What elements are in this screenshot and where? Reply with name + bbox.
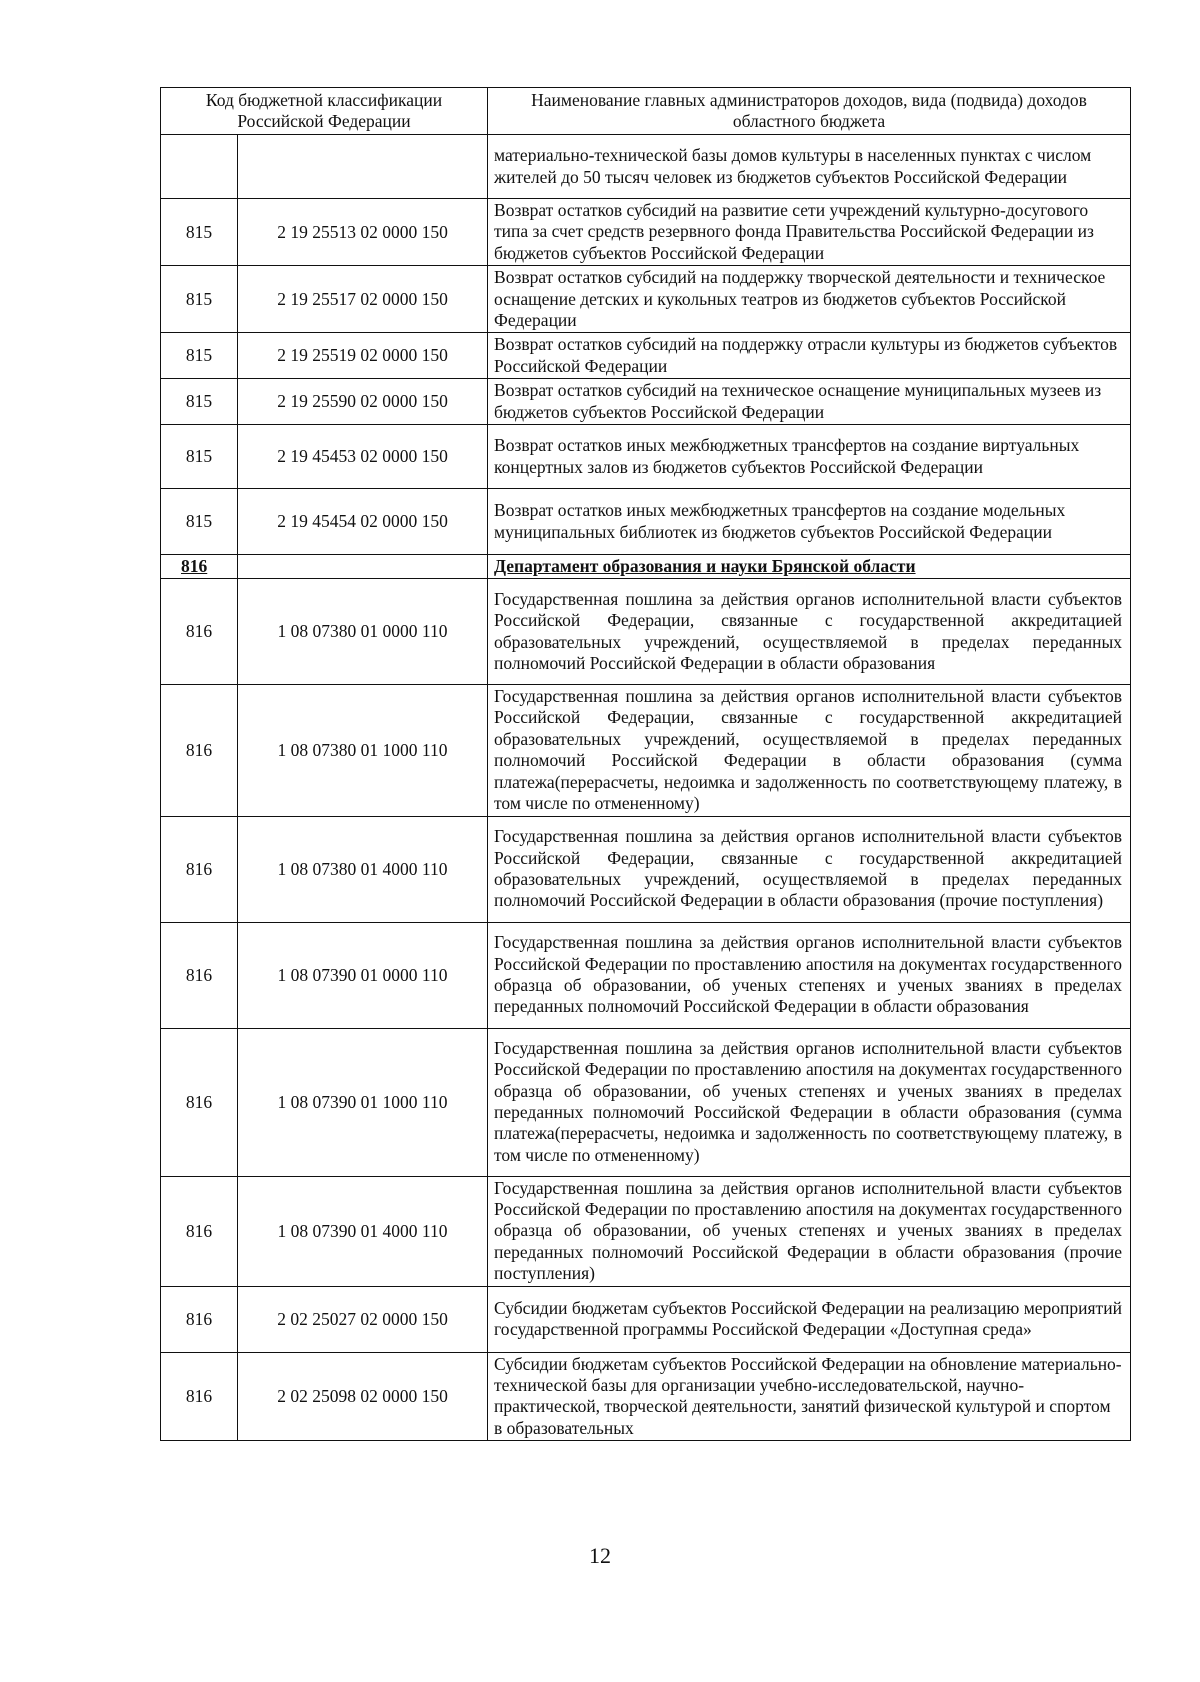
budget-code-cell: 2 02 25027 02 0000 150 (238, 1286, 488, 1352)
administrator-code: 816 (185, 621, 213, 642)
income-name-cell (488, 1286, 1131, 1352)
table-row (161, 1028, 1131, 1176)
income-name-cell (488, 425, 1131, 489)
budget-code-cell: 2 19 45453 02 0000 150 (238, 425, 488, 489)
budget-code-cell (238, 135, 488, 199)
administrator-code: 816 (185, 858, 213, 879)
administrator-code: 815 (185, 345, 213, 366)
income-name: Возврат остатков субсидий на техническое оснащение муниципальных музеев из бюджетов субъектов Российской Федерации (494, 380, 1102, 422)
income-name-cell (488, 489, 1131, 555)
income-name: Государственная пошлина за действия органов исполнительной власти субъектов Российской Федерации по проставлению апостиля на документах государственного образца об образовании, об ученых степенях и ученых званиях в пределах переданных полномочий Российской Федерации в области образования (прочие поступления) (494, 1177, 1123, 1284)
administrator-code-cell (161, 685, 238, 816)
income-name-cell (488, 266, 1131, 333)
administrator-code: 816 (185, 739, 213, 760)
budget-code-cell: 2 02 25098 02 0000 150 (238, 1352, 488, 1441)
income-name-cell (488, 1352, 1131, 1441)
table-row (161, 1352, 1131, 1441)
income-name: Возврат остатков субсидий на поддержку творческой деятельности и техническое оснащение детских и кукольных театров из бюджетов субъектов Российской Федерации (494, 267, 1106, 331)
income-name-cell (488, 333, 1131, 379)
income-name: Субсидии бюджетам субъектов Российской Федерации на обновление материально-технической базы для организации учебно-исследовательской, научно-практической, творческой деятельности, занятий физической культурой и спортом в образовательных (494, 1353, 1122, 1438)
administrator-code: 815 (185, 221, 213, 242)
administrator-code-cell (161, 199, 238, 266)
table-row (161, 685, 1131, 816)
income-name: материально-технической базы домов культуры в населенных пунктах с числом жителей до 50 тысяч человек из бюджетов субъектов Российской Федерации (494, 145, 1092, 187)
administrator-code-cell (161, 922, 238, 1028)
income-name: Государственная пошлина за действия органов исполнительной власти субъектов Российской Федерации по проставлению апостиля на документах государственного образца об образовании, об ученых степенях и ученых званиях в пределах переданных полномочий Российской Федерации в области образования (494, 932, 1123, 1017)
administrator-code: 816 (185, 1308, 213, 1329)
budget-classification-table-page (160, 87, 1130, 1441)
income-name-cell (488, 1028, 1131, 1176)
administrator-code-cell (161, 1352, 238, 1441)
income-name: Возврат остатков иных межбюджетных трансфертов на создание модельных муниципальных библиотек из бюджетов субъектов Российской Федерации (494, 500, 1066, 542)
income-name-cell (488, 685, 1131, 816)
table-row (161, 379, 1131, 425)
table-row (161, 135, 1131, 199)
table-row (161, 266, 1131, 333)
header-name-column: Наименование главных администраторов доходов, вида (подвида) доходов областного бюджета (488, 88, 1131, 135)
income-name-cell (488, 1176, 1131, 1286)
administrator-code: 815 (185, 391, 213, 412)
administrator-code: 815 (185, 288, 213, 309)
administrator-heading-row (161, 555, 1131, 579)
administrator-code-cell (161, 135, 238, 199)
administrator-code-cell (161, 555, 238, 579)
budget-code-cell: 1 08 07380 01 1000 110 (238, 685, 488, 816)
administrator-code-cell (161, 333, 238, 379)
income-name-cell (488, 922, 1131, 1028)
administrator-name: Департамент образования и науки Брянской области (494, 556, 916, 577)
income-name-cell (488, 816, 1131, 922)
budget-code-cell: 1 08 07380 01 4000 110 (238, 816, 488, 922)
administrator-name-cell (488, 555, 1131, 579)
income-name: Возврат остатков субсидий на развитие сети учреждений культурно-досугового типа за счет средств резервного фонда Правительства Российской Федерации из бюджетов субъектов Российской Федерации (494, 200, 1094, 263)
administrator-code-cell (161, 1286, 238, 1352)
table-row (161, 922, 1131, 1028)
table-row (161, 1286, 1131, 1352)
table-row (161, 489, 1131, 555)
budget-code-cell: 2 19 25513 02 0000 150 (238, 199, 488, 266)
page-number: 12 (589, 1543, 611, 1568)
administrator-code-cell (161, 816, 238, 922)
table-row (161, 1176, 1131, 1286)
administrator-code-cell (161, 489, 238, 555)
administrator-code-cell (161, 1176, 238, 1286)
header-code-column: Код бюджетной классификации Российской Федерации (161, 88, 488, 135)
income-name: Государственная пошлина за действия органов исполнительной власти субъектов Российской Федерации, связанные с государственной аккредитацией образовательных учреждений, осуществляемой в пределах переданных полномочий Российской Федерации в области образования (прочие поступления) (494, 826, 1123, 911)
administrator-code-cell (161, 379, 238, 425)
table-header-row (161, 88, 1131, 135)
budget-code-cell: 1 08 07380 01 0000 110 (238, 579, 488, 685)
administrator-code: 816 (185, 1220, 213, 1241)
income-name: Возврат остатков субсидий на поддержку отрасли культуры из бюджетов субъектов Российской Федерации (494, 334, 1118, 376)
budget-code-cell: 1 08 07390 01 1000 110 (238, 1028, 488, 1176)
budget-code-cell: 1 08 07390 01 0000 110 (238, 922, 488, 1028)
budget-code-cell: 2 19 25519 02 0000 150 (238, 333, 488, 379)
income-name-cell (488, 579, 1131, 685)
administrator-code: 816 (185, 1091, 213, 1112)
income-name: Государственная пошлина за действия органов исполнительной власти субъектов Российской Федерации по проставлению апостиля на документах государственного образца об образовании, об ученых степенях и ученых званиях в пределах переданных полномочий Российской Федерации в области образования (сумма платежа(перерасчеты, недоимка и задолженность по соответствующему платежу, в том числе по отмененному) (494, 1037, 1123, 1165)
income-name-cell (488, 379, 1131, 425)
table-row (161, 425, 1131, 489)
table-row (161, 816, 1131, 922)
table-row (161, 333, 1131, 379)
table-row (161, 579, 1131, 685)
administrator-code-cell (161, 266, 238, 333)
administrator-code: 816 (185, 1385, 213, 1406)
income-name: Субсидии бюджетам субъектов Российской Федерации на реализацию мероприятий государственной программы Российской Федерации «Доступная среда» (494, 1297, 1122, 1340)
income-name-cell (488, 135, 1131, 199)
administrator-code: 816 (185, 964, 213, 985)
table-body (161, 135, 1131, 1441)
administrator-code-cell (161, 425, 238, 489)
budget-classification-table (160, 87, 1131, 1441)
administrator-code: 815 (185, 446, 213, 467)
budget-code-cell: 2 19 45454 02 0000 150 (238, 489, 488, 555)
income-name: Государственная пошлина за действия органов исполнительной власти субъектов Российской Федерации, связанные с государственной аккредитацией образовательных учреждений, осуществляемой в пределах переданных полномочий Российской Федерации в области образования (494, 588, 1123, 673)
budget-code-cell: 2 19 25590 02 0000 150 (238, 379, 488, 425)
administrator-code: 816 (181, 556, 208, 577)
income-name-cell (488, 199, 1131, 266)
income-name: Государственная пошлина за действия органов исполнительной власти субъектов Российской Федерации, связанные с государственной аккредитацией образовательных учреждений, осуществляемой в пределах переданных полномочий Российской Федерации в области образования (сумма платежа(перерасчеты, недоимка и задолженность по соответствующему платежу, в том числе по отмененному) (494, 686, 1123, 814)
administrator-code-cell (161, 1028, 238, 1176)
table-row (161, 199, 1131, 266)
budget-code-cell: 1 08 07390 01 4000 110 (238, 1176, 488, 1286)
income-name: Возврат остатков иных межбюджетных трансфертов на создание виртуальных концертных залов из бюджетов субъектов Российской Федерации (494, 435, 1080, 477)
budget-code-cell (238, 555, 488, 579)
administrator-code: 815 (185, 511, 213, 532)
budget-code-cell: 2 19 25517 02 0000 150 (238, 266, 488, 333)
administrator-code-cell (161, 579, 238, 685)
